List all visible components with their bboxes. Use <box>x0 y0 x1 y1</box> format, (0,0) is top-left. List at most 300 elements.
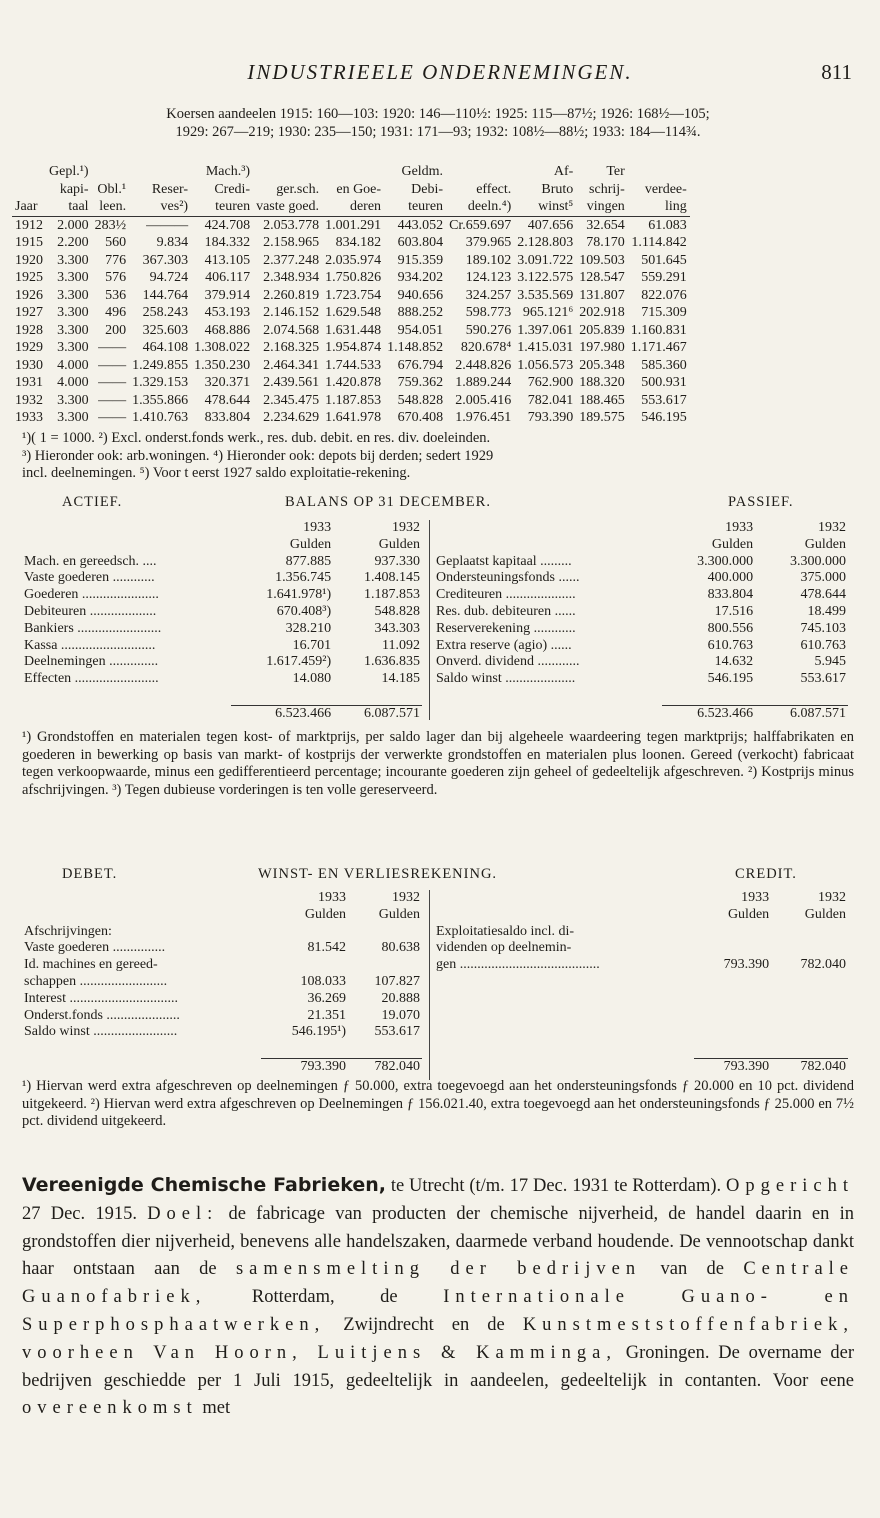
table-row <box>434 621 848 638</box>
koersen-text <box>22 106 854 141</box>
blank-cell <box>22 705 231 722</box>
table-row <box>22 638 422 655</box>
table-cell: 536 <box>105 287 127 303</box>
column-header: Credi- <box>214 181 251 197</box>
table-cell: 590.276 <box>465 322 512 338</box>
value-1933 <box>694 940 771 957</box>
column-header: deren <box>349 199 382 214</box>
table-cell: 468.886 <box>204 322 251 338</box>
year-header: 1932 <box>818 890 846 905</box>
footnote-line: ¹)( 1 = 1000. ²) Excl. onderst.fonds werk., res. dub. debit. en res. div. doeleinden. <box>22 430 491 446</box>
table-cell: 2.439.561 <box>263 375 320 390</box>
table-cell: 197.980 <box>579 340 625 355</box>
winst-divider <box>429 890 430 1080</box>
page-title: INDUSTRIEELE ONDERNEMINGEN. <box>247 60 633 84</box>
balans-divider <box>429 520 430 720</box>
column-header: ling <box>665 199 687 214</box>
table-cell: 940.656 <box>397 287 444 303</box>
table-cell: 2.377.248 <box>263 252 320 268</box>
table-row <box>434 554 848 571</box>
column-header: Af- <box>553 164 574 179</box>
table-cell: 424.708 <box>204 217 251 233</box>
share-table-header-row <box>12 198 690 216</box>
table-cell: 2.005.416 <box>455 392 512 408</box>
table-row <box>434 957 848 974</box>
table-cell: 954.051 <box>397 322 444 338</box>
table-cell: 1912 <box>15 217 43 233</box>
blank-cell <box>434 1058 694 1075</box>
year-header: 1933 <box>725 520 754 535</box>
table-cell: 2.464.341 <box>263 357 320 373</box>
row-label: Onderst.fonds ..................... <box>24 1007 180 1023</box>
table-cell: 320.371 <box>204 375 251 390</box>
unit-header: Gulden <box>711 536 754 552</box>
column-header: Jaar <box>15 199 38 214</box>
table-cell: 78.170 <box>586 235 625 250</box>
column-header: kapi- <box>59 181 89 197</box>
spacer-cell <box>434 688 848 705</box>
table-cell: 3.300 <box>57 410 89 425</box>
table-row <box>12 339 690 357</box>
column-header <box>253 163 322 181</box>
blank-cell <box>434 705 662 722</box>
table-cell: 4.000 <box>57 357 89 373</box>
table-cell: 1.397.061 <box>517 322 574 338</box>
spacer-cell <box>22 1041 422 1058</box>
table-cell: 1.171.467 <box>630 340 687 355</box>
spacer-cell <box>434 991 848 1008</box>
table-cell: 128.547 <box>579 270 625 285</box>
spacer-cell <box>22 688 422 705</box>
table-cell: 3.300 <box>57 340 89 355</box>
emph-centrale: Centrale Guanofabriek, <box>22 1259 855 1308</box>
table-cell: 1.415.031 <box>517 340 574 355</box>
value-1932 <box>348 957 422 974</box>
table-cell: 1920 <box>15 252 43 268</box>
table-cell: 61.083 <box>648 217 687 233</box>
year-header: 1932 <box>392 890 420 905</box>
share-table-footnotes <box>22 430 854 483</box>
value-1932 <box>771 924 848 941</box>
table-cell: 1.001.291 <box>325 217 382 233</box>
table-cell: 1.056.573 <box>517 357 574 373</box>
table-cell: 1.631.448 <box>325 322 382 338</box>
column-header-row <box>22 520 422 537</box>
column-header <box>12 181 46 199</box>
table-row <box>12 409 690 427</box>
blank-cell <box>22 907 261 924</box>
column-header: Mach.³) <box>205 164 251 179</box>
table-cell: 1.114.842 <box>631 235 687 250</box>
column-header: Geldm. <box>401 164 444 179</box>
row-label: schappen ......................... <box>24 973 168 989</box>
table-cell: 1.420.878 <box>325 375 382 390</box>
table-cell: 603.804 <box>397 235 444 250</box>
table-cell: 1930 <box>15 357 43 373</box>
table-cell: 1933 <box>15 410 43 425</box>
total-row <box>434 705 848 722</box>
column-header: taal <box>68 199 89 214</box>
table-row <box>434 587 848 604</box>
text-span: de fabricage van producten der chemische nijverheid, de handel daarin en in grondstoffen dier nijverheid, benevens alle handelszaken, daarmede verband houdende. De vennootschap dankt haar ontstaan aan de <box>22 1203 854 1280</box>
value-1932: 3.300.000 <box>790 553 846 569</box>
table-cell: 559.291 <box>641 270 687 285</box>
table-cell: 9.834 <box>156 235 189 250</box>
table-cell: 379.965 <box>465 235 512 250</box>
value-1933: 17.516 <box>714 603 754 619</box>
row-label: Bankiers ........................ <box>24 620 162 636</box>
total-1933: 6.523.466 <box>662 705 755 722</box>
column-header: effect. <box>476 181 512 197</box>
column-header <box>92 163 130 181</box>
table-cell: 762.900 <box>527 375 574 390</box>
table-row <box>22 604 422 621</box>
value-1932: 19.070 <box>381 1007 420 1023</box>
table-cell: 2.260.819 <box>263 287 320 303</box>
company-paragraph <box>22 1172 854 1423</box>
page-number: 811 <box>821 60 852 84</box>
column-header-row <box>22 890 422 907</box>
table-cell: 496 <box>105 305 127 320</box>
spacer-row <box>434 1008 848 1025</box>
emph-internationale: Internationale Guano- en Superphosphaatwerken, <box>22 1287 854 1335</box>
table-cell: 200 <box>105 322 127 338</box>
table-cell: 834.182 <box>335 235 382 250</box>
table-cell: 598.773 <box>465 305 512 320</box>
table-cell: 3.091.722 <box>517 252 574 268</box>
running-header <box>0 60 880 90</box>
value-1932: 14.185 <box>381 671 420 687</box>
value-1932 <box>348 924 422 941</box>
table-cell: 2.053.778 <box>263 217 320 233</box>
table-cell: ——— <box>146 217 189 233</box>
blank-cell <box>22 537 231 554</box>
actief-label: ACTIEF. <box>62 494 123 510</box>
share-table-header-row <box>12 163 690 181</box>
spacer-row <box>434 688 848 705</box>
value-1933: 14.080 <box>292 671 332 687</box>
value-1933: 1.356.745 <box>275 570 332 586</box>
text-span: 27 Dec. 1915. <box>22 1203 148 1224</box>
company-name: Vereenigde Chemische Fabrieken, <box>22 1174 386 1196</box>
table-row <box>22 621 422 638</box>
table-cell: 1.249.855 <box>132 357 189 373</box>
value-1933: 1.641.978¹) <box>266 587 332 603</box>
table-cell: —— <box>98 340 127 355</box>
table-cell: 888.252 <box>397 305 444 320</box>
blank-cell <box>22 520 231 537</box>
unit-header: Gulden <box>804 536 846 552</box>
column-header-row <box>434 537 848 554</box>
column-header <box>12 163 46 181</box>
blank-cell <box>22 1058 261 1075</box>
value-1933: 833.804 <box>707 587 754 603</box>
table-row <box>22 940 422 957</box>
value-1933: 800.556 <box>707 620 754 636</box>
table-cell: 2.128.803 <box>517 235 574 250</box>
row-label: Ondersteuningsfonds ...... <box>436 570 580 586</box>
column-header <box>129 163 191 181</box>
table-cell: 3.122.575 <box>517 270 574 285</box>
column-header-row <box>434 520 848 537</box>
table-cell: 464.108 <box>142 340 189 355</box>
table-row <box>434 654 848 671</box>
row-label: Deelnemingen .............. <box>24 654 159 670</box>
table-row <box>12 234 690 252</box>
table-row <box>22 957 422 974</box>
value-1933: 793.390 <box>723 957 770 973</box>
unit-header: Gulden <box>304 906 347 922</box>
table-cell: 548.828 <box>397 392 444 408</box>
emph-overeenkomst: overeenkomst <box>22 1398 198 1419</box>
row-label: Exploitatiesaldo incl. di- <box>436 923 575 939</box>
spacer-row <box>434 1024 848 1041</box>
column-header: schrij- <box>589 181 625 197</box>
text-span: te Utrecht (t/m. 17 Dec. 1931 te Rotterdam). <box>385 1176 727 1196</box>
spacer-row <box>434 991 848 1008</box>
column-header: ger.sch. <box>276 181 320 197</box>
spacer-cell <box>434 1008 848 1025</box>
table-row <box>22 671 422 688</box>
winst-debet-table <box>22 890 422 1076</box>
table-cell: 413.105 <box>204 252 251 268</box>
table-row <box>12 374 690 392</box>
table-cell: 406.117 <box>205 270 251 285</box>
value-1933 <box>261 957 348 974</box>
footnote-line: incl. deelnemingen. ⁵) Voor t eerst 1927 saldo exploitatie-rekening. <box>22 465 411 481</box>
table-cell: 833.804 <box>204 410 251 425</box>
table-cell: 915.359 <box>397 252 444 268</box>
column-header: vaste goed. <box>256 199 320 214</box>
value-1932: 478.644 <box>800 587 846 603</box>
text-span: met <box>197 1398 231 1419</box>
table-cell: 205.839 <box>579 322 625 338</box>
value-1932: 1.636.835 <box>364 654 420 670</box>
table-row <box>12 216 690 234</box>
row-label: Vaste goederen ............... <box>24 940 166 956</box>
table-row <box>434 671 848 688</box>
column-header-row <box>434 890 848 907</box>
value-1933: 400.000 <box>707 570 754 586</box>
table-cell: 2.234.629 <box>263 410 320 425</box>
text-span: Rotterdam, de <box>206 1287 444 1308</box>
table-cell: 820.678⁴ <box>460 340 512 355</box>
total-row <box>22 705 422 722</box>
table-cell: 283½ <box>94 217 127 233</box>
unit-header: Gulden <box>289 536 332 552</box>
column-header-row <box>22 537 422 554</box>
column-header: en Goe- <box>336 181 382 197</box>
table-cell: 1928 <box>15 322 43 338</box>
table-cell: 2.035.974 <box>325 252 382 268</box>
table-cell: 1.350.230 <box>194 357 251 373</box>
table-cell: 3.300 <box>57 322 89 338</box>
table-cell: 1.629.548 <box>325 305 382 320</box>
emph-kunstmest: Kunstmeststoffenfabriek, voorheen Van Hoorn, Luitjens & Kamminga, <box>22 1314 854 1363</box>
table-cell: 188.320 <box>579 375 625 390</box>
row-label: Goederen ...................... <box>24 587 159 603</box>
column-header: winst⁵ <box>538 199 574 214</box>
blank-cell <box>22 890 261 907</box>
value-1933 <box>261 924 348 941</box>
value-1932: 553.617 <box>374 1024 420 1040</box>
row-label: Onverd. dividend ............ <box>436 654 580 670</box>
table-cell: 500.931 <box>641 375 687 390</box>
value-1933: 670.408³) <box>276 603 332 619</box>
table-cell: 2.146.152 <box>263 305 320 320</box>
table-cell: 1931 <box>15 375 43 390</box>
emph-samensmelting: samensmelting der bedrijven <box>235 1259 642 1280</box>
table-cell: 1.744.533 <box>325 357 382 373</box>
total-1932: 782.040 <box>771 1058 848 1075</box>
row-label: Crediteuren .................... <box>436 587 576 603</box>
value-1932: 11.092 <box>382 637 420 653</box>
column-header: Ter <box>606 164 625 179</box>
value-1932: 1.408.145 <box>364 570 420 586</box>
table-row <box>22 974 422 991</box>
table-row <box>22 587 422 604</box>
column-header: leen. <box>99 199 127 214</box>
table-cell: 94.724 <box>149 270 189 285</box>
table-cell: 144.764 <box>142 287 189 303</box>
credit-label: CREDIT. <box>735 866 797 882</box>
unit-header: Gulden <box>378 906 420 922</box>
column-header: teuren <box>215 199 251 214</box>
value-1933: 877.885 <box>285 553 332 569</box>
table-cell: 1.308.022 <box>194 340 251 355</box>
blank-cell <box>434 520 662 537</box>
blank-cell <box>434 890 694 907</box>
table-cell: 124.123 <box>465 270 512 285</box>
table-cell: 1.976.451 <box>455 410 512 425</box>
value-1932: 80.638 <box>381 940 420 956</box>
table-row <box>434 940 848 957</box>
blank-cell <box>434 907 694 924</box>
column-header: ves²) <box>160 199 189 214</box>
table-cell: 1.355.866 <box>132 392 189 408</box>
table-cell: 1.410.763 <box>132 410 189 425</box>
table-cell: 2.200 <box>57 235 89 250</box>
table-row <box>22 1024 422 1041</box>
column-header: vingen <box>586 199 625 214</box>
year-header: 1932 <box>818 520 846 535</box>
table-cell: 1927 <box>15 305 43 320</box>
value-1932 <box>771 940 848 957</box>
table-cell: 1.750.826 <box>325 270 382 285</box>
table-cell: 776 <box>105 252 127 268</box>
value-1933: 546.195¹) <box>291 1024 347 1040</box>
value-1932: 745.103 <box>800 620 846 636</box>
value-1932: 553.617 <box>800 671 846 687</box>
blank-cell <box>434 537 662 554</box>
winst-credit-table <box>434 890 848 1076</box>
column-header <box>322 163 384 181</box>
spacer-row <box>434 974 848 991</box>
value-1932: 5.945 <box>814 654 846 670</box>
value-1932: 20.888 <box>381 990 420 1006</box>
table-cell: 3.300 <box>57 270 89 285</box>
table-cell: 3.535.569 <box>517 287 574 303</box>
spacer-row <box>22 688 422 705</box>
table-cell: 2.348.934 <box>263 270 320 285</box>
table-cell: 546.195 <box>641 410 687 425</box>
table-cell: 189.575 <box>579 410 625 425</box>
year-header: 1933 <box>741 890 770 905</box>
table-cell: 325.603 <box>142 322 189 338</box>
winst-notes: ¹) Hiervan werd extra afgeschreven op deelnemingen ƒ 50.000, extra toegevoegd aan het ondersteuningsfonds ƒ 20.000 en 10 pct. dividend uitgekeerd. ²) Hiervan werd extra afgeschreven op Deelnemingen ƒ 156.021.40, extra toegevoegd aan het ondersteuningsfonds ƒ 25.000 en 7½ pct. dividend uitgekeerd. <box>22 1078 854 1130</box>
column-header: Obl.¹ <box>97 181 127 197</box>
value-1932: 782.040 <box>800 957 846 973</box>
year-header: 1933 <box>318 890 347 905</box>
value-1933: 81.542 <box>307 940 347 956</box>
row-label: Id. machines en gereed- <box>24 957 158 973</box>
table-cell: 1.954.874 <box>325 340 382 355</box>
table-cell: 1926 <box>15 287 43 303</box>
unit-header: Gulden <box>727 906 770 922</box>
spacer-row <box>434 1041 848 1058</box>
column-header <box>446 163 514 181</box>
table-cell: 453.193 <box>204 305 251 320</box>
total-1933: 793.390 <box>694 1058 771 1075</box>
value-1933: 328.210 <box>285 620 332 636</box>
table-cell: 324.257 <box>465 287 512 303</box>
value-1932: 107.827 <box>374 973 420 989</box>
total-1932: 6.087.571 <box>333 705 422 722</box>
table-cell: 131.807 <box>579 287 625 303</box>
value-1932: 548.828 <box>374 603 420 619</box>
table-cell: 2.168.325 <box>263 340 320 355</box>
value-1933: 16.701 <box>292 637 332 653</box>
column-header-row <box>434 907 848 924</box>
table-cell: —— <box>98 375 127 390</box>
text-span: Zwijndrecht en de <box>325 1314 523 1335</box>
table-row <box>434 570 848 587</box>
table-cell: 1.160.831 <box>630 322 687 338</box>
column-header: teuren <box>408 199 444 214</box>
total-1932: 6.087.571 <box>755 705 848 722</box>
share-table-header-row <box>12 181 690 199</box>
table-cell: 1925 <box>15 270 43 285</box>
table-cell: 1932 <box>15 392 43 408</box>
table-cell: 934.202 <box>397 270 444 285</box>
table-cell: 1.148.852 <box>387 340 444 355</box>
table-cell: 501.645 <box>641 252 687 268</box>
table-cell: 407.656 <box>527 217 574 233</box>
doel-label: Doel: <box>147 1203 219 1224</box>
table-row <box>12 392 690 410</box>
row-label: Debiteuren ................... <box>24 603 157 619</box>
table-row <box>22 654 422 671</box>
year-header: 1933 <box>303 520 332 535</box>
row-label: gen ........................................ <box>436 957 600 973</box>
table-cell: —— <box>98 357 127 373</box>
balans-title: BALANS OP 31 DECEMBER. <box>285 494 491 510</box>
table-cell: 560 <box>105 235 127 250</box>
spacer-cell <box>434 1041 848 1058</box>
column-header: verdee- <box>644 181 687 197</box>
total-1933: 793.390 <box>261 1058 348 1075</box>
total-row <box>434 1058 848 1075</box>
table-cell: 2.345.475 <box>263 392 320 408</box>
value-1932: 610.763 <box>800 637 846 653</box>
row-label: Saldo winst .................... <box>436 671 576 687</box>
unit-header: Gulden <box>804 906 846 922</box>
table-cell: 2.074.568 <box>263 322 320 338</box>
table-cell: 2.448.826 <box>455 357 512 373</box>
table-cell: 3.300 <box>57 287 89 303</box>
table-cell: 109.503 <box>579 252 625 268</box>
table-cell: 676.794 <box>397 357 444 373</box>
